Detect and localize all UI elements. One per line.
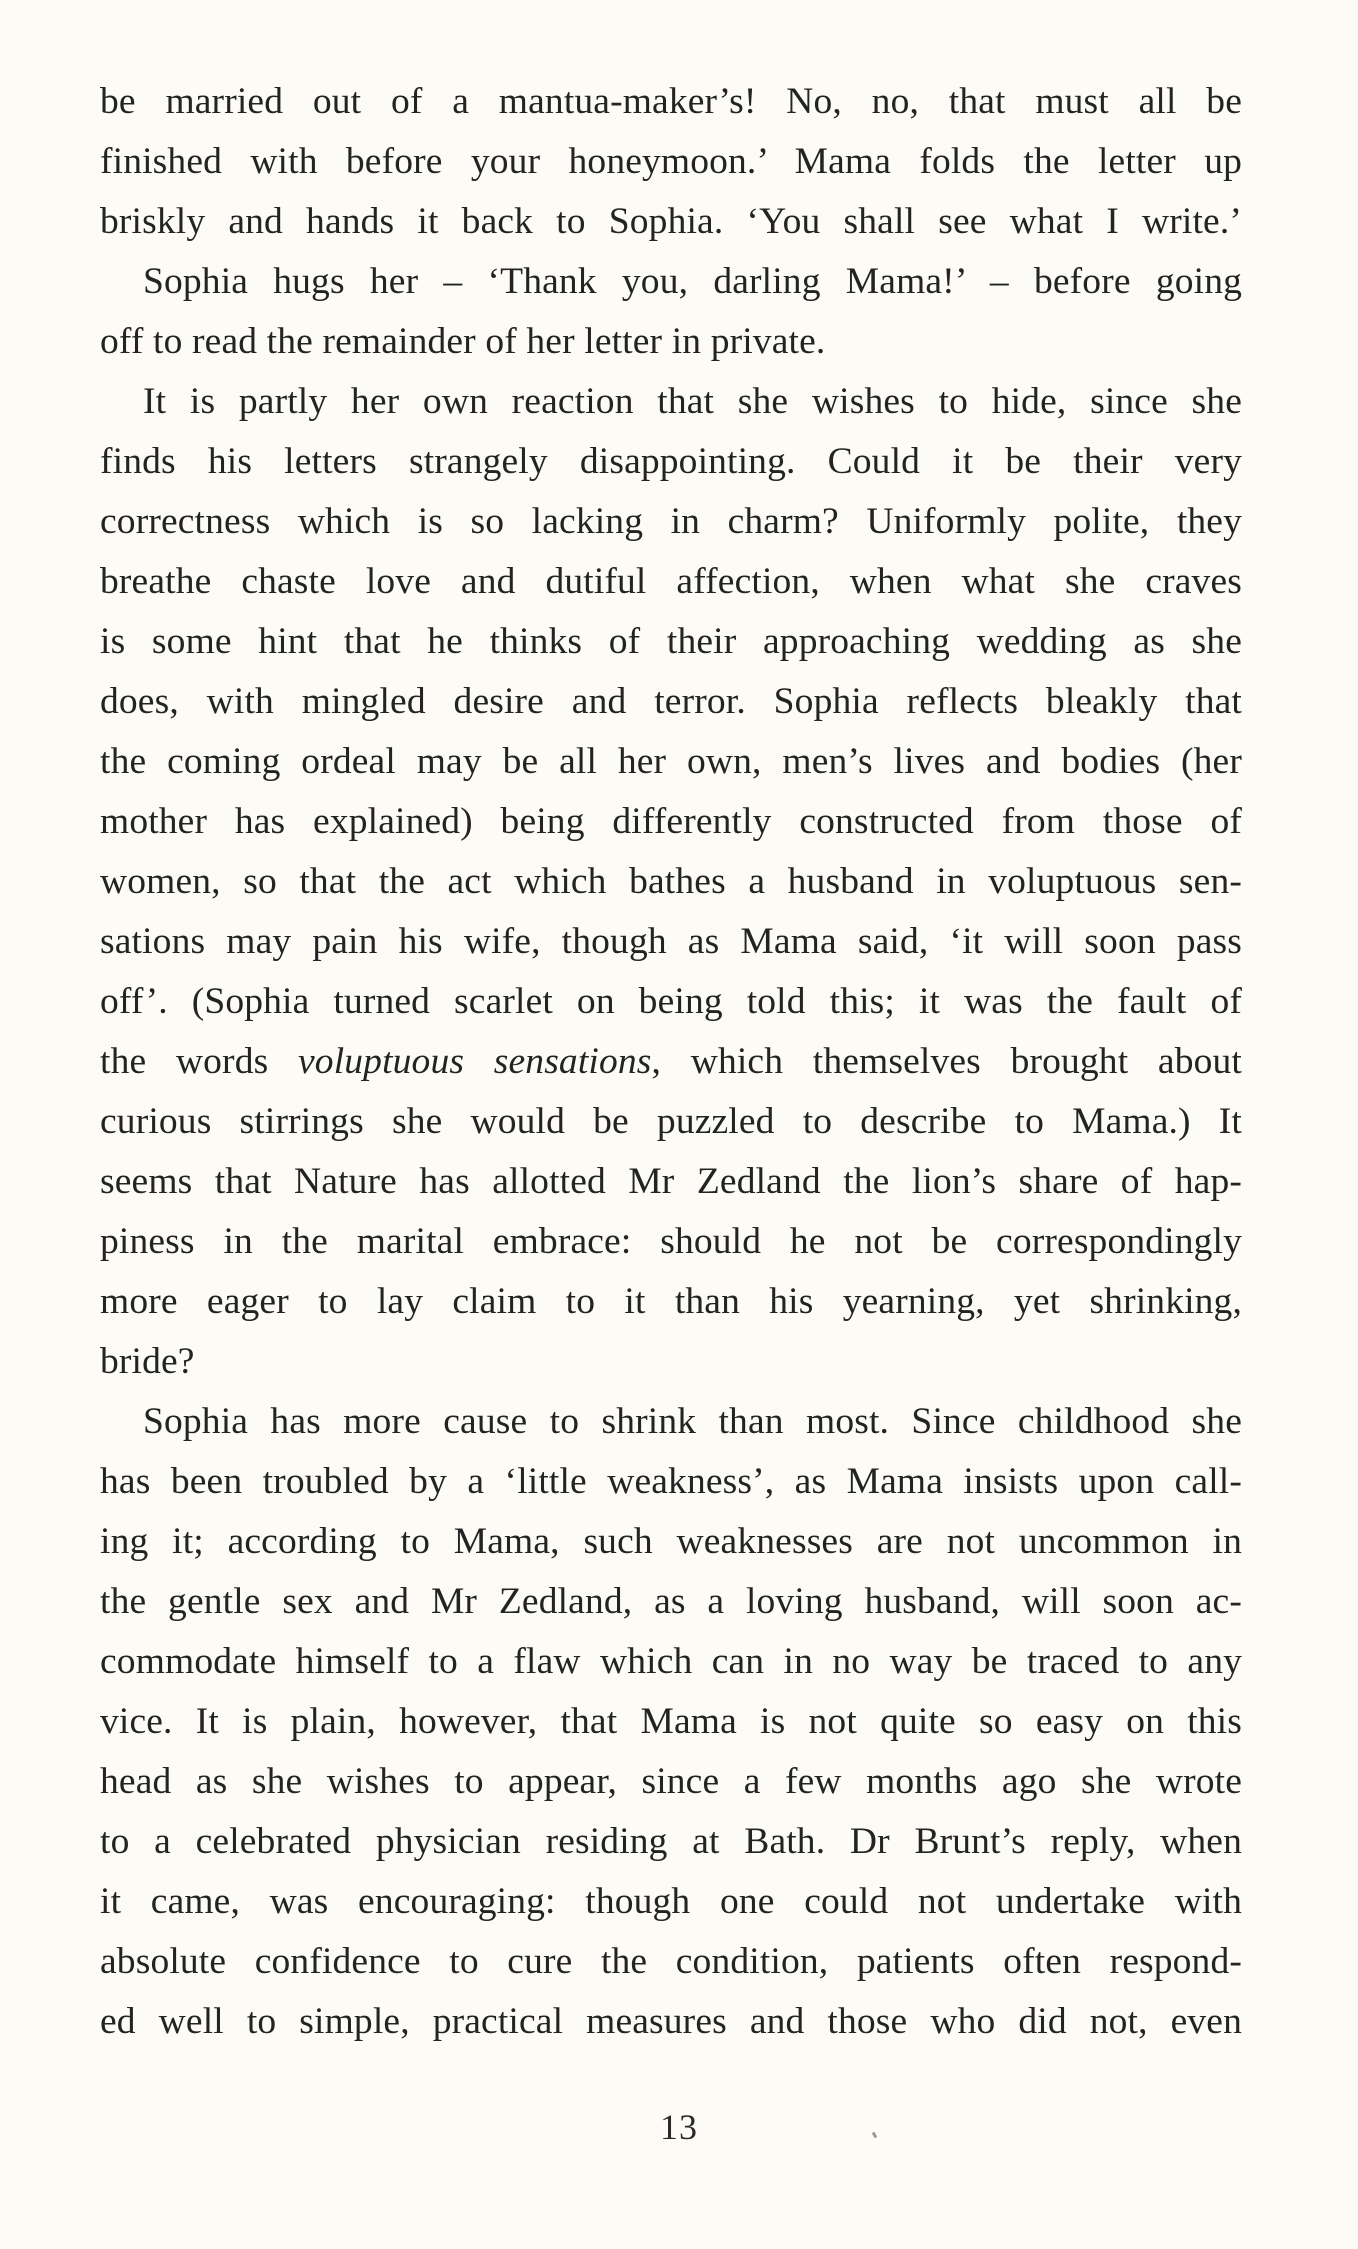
text-line: women, so that the act which bathes a husband in voluptuous sen- bbox=[100, 861, 1242, 902]
text-line: more eager to lay claim to it than his yearning, yet shrinking, bbox=[100, 1281, 1242, 1322]
text-line: ing it; according to Mama, such weaknesses are not uncommon in bbox=[100, 1521, 1242, 1562]
text-run: , which themselves brought about bbox=[651, 1041, 1242, 1082]
text-line: be married out of a mantua-maker’s! No, no, that must all be bbox=[100, 81, 1242, 122]
text-line: finds his letters strangely disappointing. Could it be their very bbox=[100, 441, 1242, 482]
text-line: Sophia has more cause to shrink than most. Since childhood she bbox=[143, 1401, 1242, 1442]
text-line-mixed bbox=[100, 1032, 1242, 1092]
text-line: mother has explained) being differently constructed from those of bbox=[100, 801, 1242, 842]
text-line: absolute confidence to cure the condition, patients often respond- bbox=[100, 1941, 1242, 1982]
text-line: to a celebrated physician residing at Bath. Dr Brunt’s reply, when bbox=[100, 1821, 1242, 1862]
body-text bbox=[100, 72, 1242, 2052]
text-line: off’. (Sophia turned scarlet on being told this; it was the fault of bbox=[100, 981, 1242, 1022]
text-line: piness in the marital embrace: should he not be correspondingly bbox=[100, 1221, 1242, 1262]
text-line: the gentle sex and Mr Zedland, as a loving husband, will soon ac- bbox=[100, 1581, 1242, 1622]
text-line: ed well to simple, practical measures and those who did not, even bbox=[100, 2001, 1242, 2042]
italic-phrase: voluptuous sensations bbox=[298, 1041, 652, 1082]
text-line: bride? bbox=[100, 1341, 195, 1382]
text-line: off to read the remainder of her letter in private. bbox=[100, 321, 826, 362]
page-number: 13 bbox=[660, 2107, 698, 2147]
text-line: It is partly her own reaction that she wishes to hide, since she bbox=[143, 381, 1242, 422]
text-line: correctness which is so lacking in charm? Uniformly polite, they bbox=[100, 501, 1242, 542]
text-line: curious stirrings she would be puzzled to describe to Mama.) It bbox=[100, 1101, 1242, 1142]
text-line: vice. It is plain, however, that Mama is not quite so easy on this bbox=[100, 1701, 1242, 1742]
text-line: sations may pain his wife, though as Mama said, ‘it will soon pass bbox=[100, 921, 1242, 962]
text-line: head as she wishes to appear, since a few months ago she wrote bbox=[100, 1761, 1242, 1802]
text-line: the coming ordeal may be all her own, men’s lives and bodies (her bbox=[100, 741, 1242, 782]
text-line: is some hint that he thinks of their approaching wedding as she bbox=[100, 621, 1242, 662]
text-line: Sophia hugs her – ‘Thank you, darling Mama!’ – before going bbox=[143, 261, 1242, 302]
text-line: has been troubled by a ‘little weakness’, as Mama insists upon call- bbox=[100, 1461, 1242, 1502]
text-line: finished with before your honeymoon.’ Mama folds the letter up bbox=[100, 141, 1242, 182]
text-line: seems that Nature has allotted Mr Zedland the lion’s share of hap- bbox=[100, 1161, 1242, 1202]
text-run: the words bbox=[100, 1041, 269, 1082]
text-line: commodate himself to a flaw which can in no way be traced to any bbox=[100, 1641, 1242, 1682]
text-line: breathe chaste love and dutiful affection, when what she craves bbox=[100, 561, 1242, 602]
text-line: does, with mingled desire and terror. Sophia reflects bleakly that bbox=[100, 681, 1242, 722]
text-line: briskly and hands it back to Sophia. ‘You shall see what I write.’ bbox=[100, 201, 1242, 242]
text-line: it came, was encouraging: though one could not undertake with bbox=[100, 1881, 1242, 1922]
